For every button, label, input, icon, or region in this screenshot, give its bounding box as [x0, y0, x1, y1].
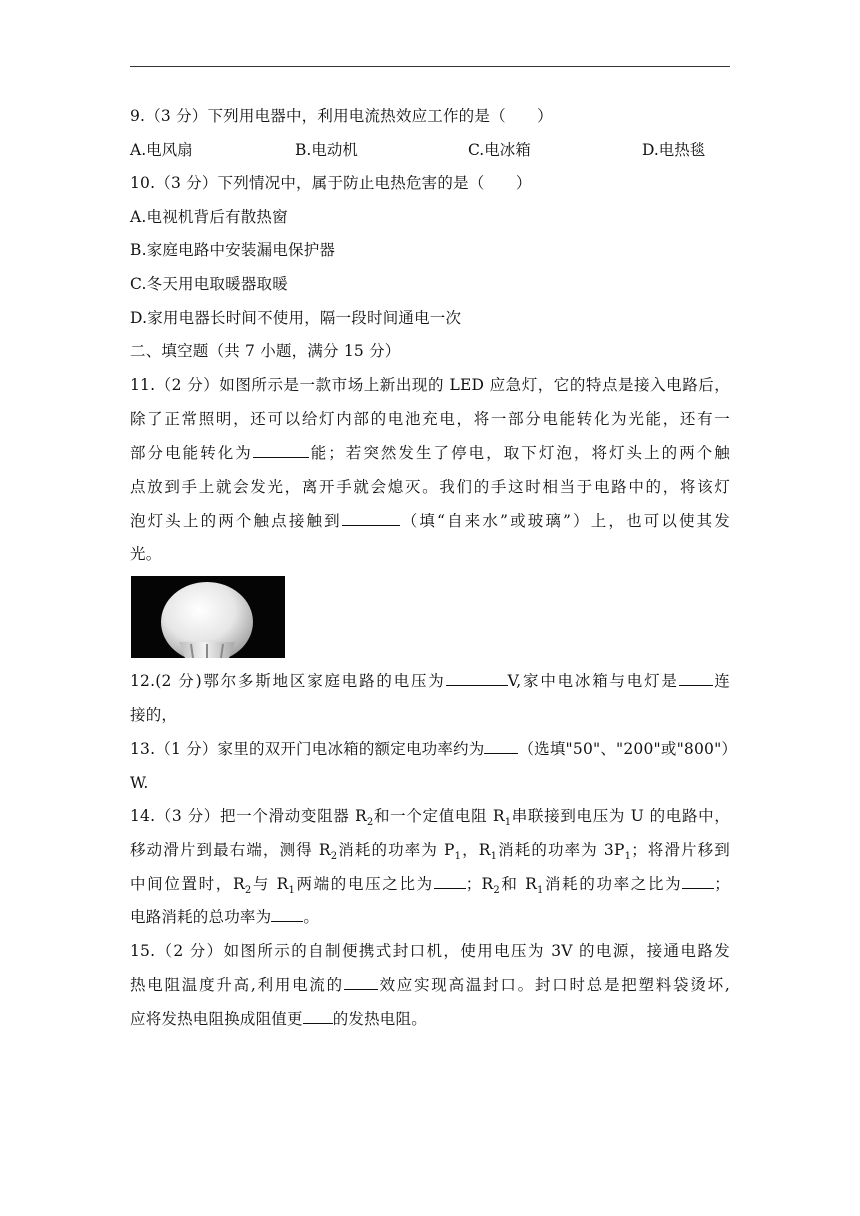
subscript: 2 [330, 851, 338, 863]
q15-text: 热电阻温度升高,利用电流的 [130, 976, 344, 994]
q14-text: 14.（3 分）把一个滑动变阻器 R [130, 807, 367, 825]
q15-text: 效应实现高温封口。封口时总是把塑料袋烫坏, [377, 976, 730, 994]
q11-line-3 [130, 443, 730, 463]
q14-text: 串联接到电压为 U 的电路中， [511, 807, 731, 825]
q14-line-1 [130, 806, 731, 829]
q14-line-4 [130, 907, 730, 927]
q12-text: V,家中电冰箱与电灯是 [507, 672, 679, 690]
q14-text: 消耗的功率为 P [337, 841, 455, 859]
q13-text: 13.（1 分）家里的双开门电冰箱的额定电功率约为 [130, 740, 485, 758]
q11-line-6: 光。 [130, 545, 162, 563]
q15-line-1: 15.（2 分）如图所示的自制便携式封口机，使用电压为 3V 的电源，接通电路发 [130, 942, 730, 960]
q12-line-1 [130, 671, 730, 691]
q14-text: 消耗的功率之比为 [543, 875, 683, 893]
q14-text: 与 R [251, 875, 289, 893]
q14-text: 和一个定值电阻 R [373, 807, 505, 825]
subscript: 2 [366, 817, 374, 829]
q14-line-2 [130, 840, 730, 863]
q9-option-b: B.电动机 [295, 141, 358, 159]
q14-line-3 [130, 874, 730, 897]
q10-option-a: A.电视机背后有散热窗 [130, 208, 288, 226]
answer-blank[interactable] [682, 874, 714, 889]
q10-option-b: B.家庭电路中安装漏电保护器 [130, 241, 336, 259]
q12-line-2: 接的， [130, 706, 178, 724]
q14-text: ； [714, 875, 730, 893]
q9-option-c: C.电冰箱 [468, 141, 531, 159]
q14-text: 。 [303, 908, 320, 926]
q12-text: 连 [712, 672, 731, 690]
q11-line-1: 11.（2 分）如图所示是一款市场上新出现的 LED 应急灯，它的特点是接入电路后， [130, 376, 730, 394]
answer-blank[interactable] [484, 739, 518, 754]
q13-text: （选填"50"、"200"或"800"） [518, 740, 738, 758]
section-heading: 二、填空题（共 7 小题，满分 15 分） [130, 342, 401, 360]
q12-text: 12.(2 分)鄂尔多斯地区家庭电路的电压为 [130, 672, 446, 690]
q14-text: 消耗的功率为 3P [497, 841, 625, 859]
q14-text: ，R [461, 841, 491, 859]
subscript: 1 [504, 817, 512, 829]
q10-option-d: D.家用电器长时间不使用，隔一段时间通电一次 [130, 309, 462, 327]
q15-line-3 [130, 1009, 730, 1029]
subscript: 1 [536, 885, 544, 897]
subscript: 1 [624, 851, 632, 863]
answer-blank[interactable] [342, 511, 400, 526]
q14-text: ；将滑片移到 [631, 841, 730, 859]
answer-blank[interactable] [434, 874, 466, 889]
q11-text: 部分电能转化为 [130, 444, 253, 462]
q11-text: 泡灯头上的两个触点接触到 [130, 512, 342, 530]
subscript: 1 [288, 885, 296, 897]
q14-text: 电路消耗的总功率为 [130, 908, 272, 926]
led-bulb-photo [131, 576, 285, 658]
q14-text: 两端的电压之比为 [295, 875, 434, 893]
q11-text: 能；若突然发生了停电，取下灯泡，将灯头上的两个触 [308, 444, 730, 462]
subscript: 1 [490, 851, 498, 863]
subscript: 2 [244, 885, 252, 897]
q11-line-4: 点放到手上就会发光，离开手就会熄灭。我们的手这时相当于电路中的，将该灯 [130, 478, 730, 496]
q15-text: 应将发热电阻换成阻值更 [130, 1010, 303, 1028]
q13-line-1 [130, 739, 738, 759]
subscript: 2 [493, 885, 500, 897]
q14-text: 和 R [499, 875, 537, 893]
q10-stem: 10.（3 分）下列情况中，属于防止电热危害的是（ ） [130, 174, 532, 192]
subscript: 1 [454, 851, 462, 863]
q10-option-c: C.冬天用电取暖器取暖 [130, 275, 288, 293]
header-rule [130, 66, 730, 67]
answer-blank[interactable] [446, 671, 508, 686]
answer-blank[interactable] [344, 975, 378, 990]
answer-blank[interactable] [253, 443, 309, 458]
q14-text: 移动滑片到最右端，测得 R [130, 841, 331, 859]
q11-line-5 [130, 511, 730, 531]
q9-stem: 9.（3 分）下列用电器中，利用电流热效应工作的是（ ） [130, 107, 553, 125]
q15-text: 的发热电阻。 [332, 1010, 427, 1028]
q13-line-2: W. [130, 774, 149, 792]
q11-line-2: 除了正常照明，还可以给灯内部的电池充电，将一部分电能转化为光能，还有一 [130, 410, 730, 428]
q9-option-a: A.电风扇 [130, 141, 193, 159]
answer-blank[interactable] [679, 671, 713, 686]
q11-text: （填“自来水”或玻璃”）上，也可以使其发 [399, 512, 730, 530]
answer-blank[interactable] [303, 1009, 333, 1024]
q9-option-d: D.电热毯 [642, 141, 706, 159]
q14-text: ；R [465, 875, 494, 893]
answer-blank[interactable] [271, 907, 303, 922]
q15-line-2 [130, 975, 730, 995]
q14-text: 中间位置时，R [130, 875, 245, 893]
